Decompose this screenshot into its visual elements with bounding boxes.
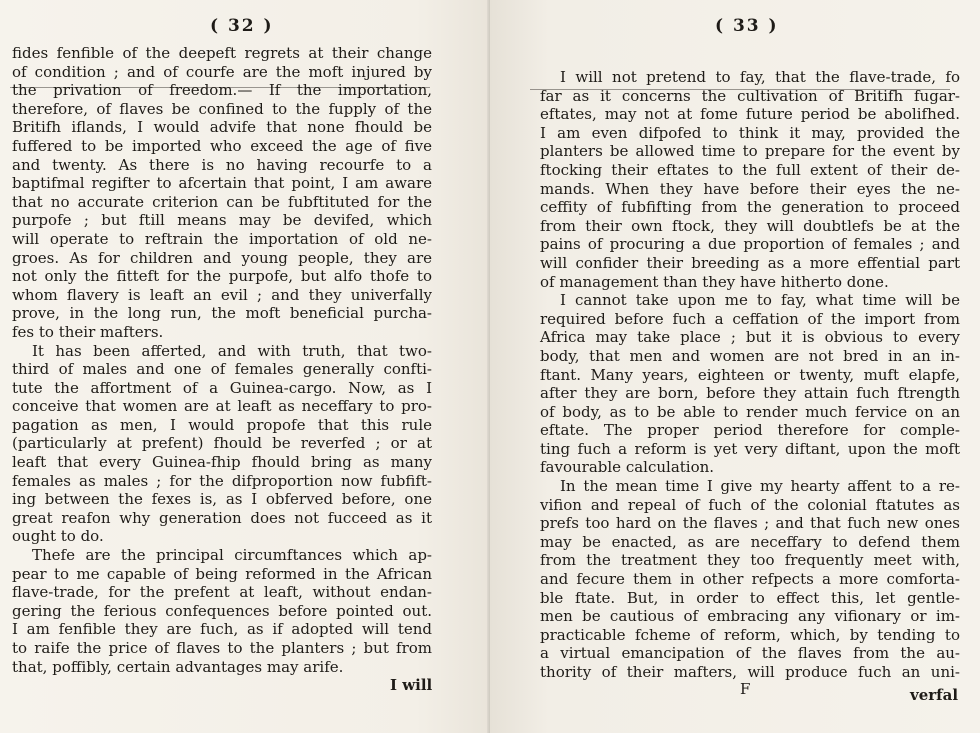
right-line: I cannot take upon me to fay, what time will be [560,291,960,310]
left-page-text [12,44,432,676]
right-line: In the mean time I give my hearty affent to a re- [560,477,960,496]
right-line: from their own ftock, they will doubtlefs be at the [540,216,960,235]
left-line: leaft that every Guinea-fhip fhould bring as many [12,453,432,472]
left-line: the privation of freedom.— If the importation, [12,81,432,100]
left-line: great reafon why generation does not fucceed as it [12,508,432,527]
left-line: pagation as men, I would propofe that this rule [12,415,432,434]
left-line: fides fenfible of the deepeft regrets at their change [12,44,432,62]
left-line: (particularly at prefent) fhould be reverfed ; or at [12,434,432,453]
left-line: ing between the fexes is, as I obferved before, one [12,490,432,509]
right-line: required before fuch a ceffation of the import from [540,309,960,328]
left-line: will operate to reftrain the importation of old ne- [12,229,432,248]
left-line: gering the ferious confequences before pointed out. [12,601,432,620]
left-line: not only the fitteft for the purpofe, but alfo thofe to [12,267,432,286]
right-line: after they are born, before they attain fuch ftrength [540,384,960,403]
right-line: ftant. Many years, eighteen or twenty, muft elapfe, [540,365,960,384]
right-line: body, that men and women are not bred in an in- [540,346,960,365]
left-line: I am fenfible they are fuch, as if adopted will tend [12,620,432,639]
left-line: that, poffibly, certain advantages may arife. [12,657,344,676]
left-line: that no accurate criterion can be fubftituted for the [12,192,432,211]
left-line: groes. As for children and young people, they are [12,248,432,267]
left-line: fuffered to be imported who exceed the age of five [12,136,432,155]
left-line: tute the affortment of a Guinea-cargo. Now, as I [12,378,432,397]
left-line: Britifh iflands, I would advife that none fhould be [12,118,432,137]
left-line: ought to do. [12,527,104,546]
right-line: pains of procuring a due proportion of females ; and [540,235,960,254]
right-line: eftates, may not at fome future period be abolifhed. [540,105,960,124]
left-line: to raife the price of flaves to the planters ; but from [12,639,432,657]
left-line: Thefe are the principal circumftances which ap- [32,546,432,565]
right-page-number: ( 33 ) [715,16,779,36]
signature-mark: F [740,680,751,698]
right-line: a virtual emancipation of the flaves from the au- [540,644,960,663]
right-line: prefs too hard on the flaves ; and that fuch new ones [540,514,960,533]
left-line: of condition ; and of courfe are the moft injured by [12,62,432,81]
right-line: ble ftate. But, in order to effect this, let gentle- [540,588,960,607]
right-line: practicable fcheme of reform, which, by tending to [540,625,960,644]
left-line: conceive that women are at leaft as neceffary to pro- [12,397,432,416]
right-line: planters be allowed time to prepare for the event by [540,142,960,161]
left-line: third of males and one of females generally confti- [12,360,432,379]
right-line: of body, as to be able to render much fervice on an [540,402,960,421]
right-line: Africa may take place ; but it is obvious to every [540,328,960,347]
left-line: It has been afferted, and with truth, that two- [32,341,432,360]
right-line: mands. When they have before their eyes the ne- [540,179,960,198]
left-line: therefore, of flaves be confined to the fupply of the [12,99,432,118]
right-line: favourable calculation. [540,458,715,477]
right-line: and fecure them in other refpects a more comforta- [540,570,960,589]
left-line: whom flavery is leaft an evil ; and they univerfally [12,285,432,304]
left-line: and twenty. As there is no having recourfe to a [12,155,432,174]
left-line: baptifmal regifter to afcertain that point, I am aware [12,174,432,193]
right-line: ting fuch a reform is yet very diftant, upon the moft [540,439,960,458]
right-line: I will not pretend to fay, that the flave-trade, fo [560,68,960,86]
left-line: females as males ; for the difproportion now fubfift- [12,471,432,490]
right-line: thority of their mafters, will produce fuch an uni- [540,663,960,681]
right-line: vifion and repeal of fuch of the colonial ftatutes as [540,495,960,514]
right-line: will confider their breeding as a more effential part [540,253,960,272]
right-line: ceffity of fubfifting from the generation to proceed [540,198,960,217]
right-line: of management than they have hitherto done. [540,272,889,291]
right-line: I am even difpofed to think it may, provided the [540,123,960,142]
left-line: purpofe ; but ftill means may be devifed, which [12,211,432,230]
left-line: fes to their mafters. [12,322,164,341]
right-page [490,0,980,733]
right-catchword: verfal [910,686,959,704]
right-line: ftocking their eftates to the full extent of their de- [540,160,960,179]
right-line: eftate. The proper period therefore for comple- [540,421,960,440]
right-page-text [540,68,960,682]
right-line: may be enacted, as are neceffary to defend them [540,532,960,551]
right-line: men be cautious of embracing any vifionary or im- [540,607,960,626]
left-page-number: ( 32 ) [210,16,274,36]
left-line: prove, in the long run, the moft beneficial purcha- [12,304,432,323]
left-line: flave-trade, for the prefent at leaft, without endan- [12,583,432,602]
right-line: from the treatment they too frequently meet with, [540,551,960,570]
right-line: far as it concerns the cultivation of Britifh fugar- [540,86,960,105]
left-catchword: I will [390,676,433,694]
left-line: pear to me capable of being reformed in the African [12,564,432,583]
